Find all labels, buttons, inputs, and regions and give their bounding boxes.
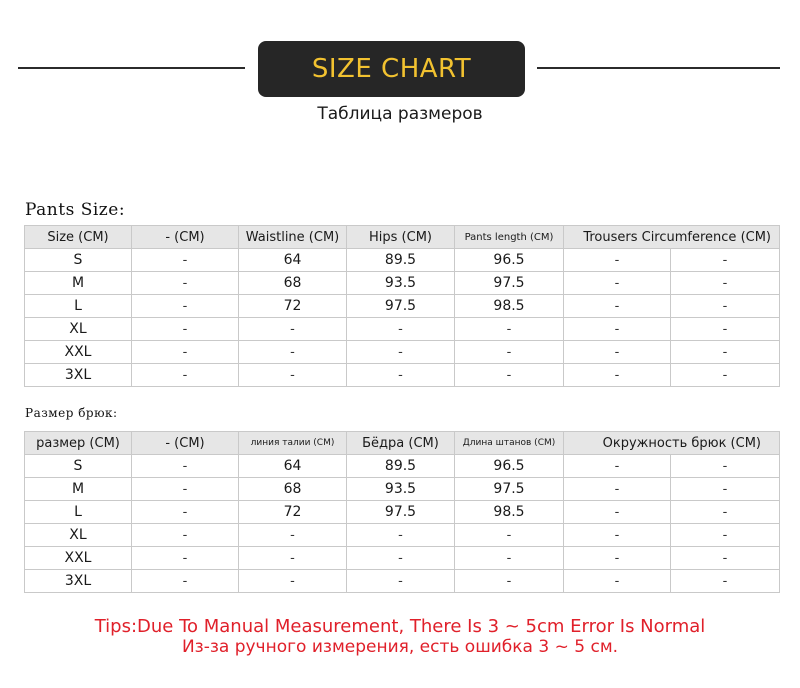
table-row (25, 570, 780, 593)
measurement-cell: - (239, 570, 347, 593)
measurement-cell: - (132, 570, 239, 593)
column-header-waistline: линия талии (CM) (239, 432, 347, 455)
measurement-cell: - (564, 295, 671, 318)
measurement-cell: 98.5 (455, 295, 564, 318)
measurement-cell: - (671, 501, 780, 524)
size-label-cell: XL (25, 318, 132, 341)
measurement-cell: - (671, 455, 780, 478)
column-header-pants-length: Длина штанов (CM) (455, 432, 564, 455)
measurement-tip-en: Tips:Due To Manual Measurement, There Is 3 ~ 5cm Error Is Normal (94, 616, 706, 637)
size-label-cell: 3XL (25, 570, 132, 593)
measurement-cell: - (671, 249, 780, 272)
measurement-cell: - (347, 570, 455, 593)
column-header-hips: Hips (CM) (347, 226, 455, 249)
measurement-cell: - (455, 364, 564, 387)
measurement-cell: - (132, 524, 239, 547)
measurement-cell: - (564, 364, 671, 387)
measurement-cell: - (132, 341, 239, 364)
measurement-cell: 93.5 (347, 272, 455, 295)
size-label-cell: XL (25, 524, 132, 547)
measurement-cell: - (132, 547, 239, 570)
measurement-cell: - (564, 272, 671, 295)
table-row (25, 524, 780, 547)
measurement-cell: 68 (239, 478, 347, 501)
measurement-cell: - (239, 364, 347, 387)
column-header-circumference: Trousers Circumference (CM) (564, 226, 780, 249)
table-header-row (25, 432, 780, 455)
column-header-blank: - (CM) (132, 226, 239, 249)
measurement-cell: - (564, 478, 671, 501)
column-header-pants-length: Pants length (CM) (455, 226, 564, 249)
table-row (25, 501, 780, 524)
measurement-cell: - (671, 364, 780, 387)
table-row (25, 318, 780, 341)
measurement-cell: - (671, 524, 780, 547)
measurement-cell: - (132, 455, 239, 478)
measurement-cell: 64 (239, 249, 347, 272)
table-row (25, 272, 780, 295)
column-header-hips: Бёдра (CM) (347, 432, 455, 455)
size-chart-title: SIZE CHART (311, 54, 472, 84)
measurement-cell: 68 (239, 272, 347, 295)
measurement-cell: - (564, 318, 671, 341)
table-row (25, 249, 780, 272)
measurement-cell: - (347, 364, 455, 387)
size-chart-badge (258, 41, 525, 97)
measurement-cell: 97.5 (455, 272, 564, 295)
measurement-cell: 89.5 (347, 249, 455, 272)
size-label-cell: XXL (25, 341, 132, 364)
measurement-cell: 64 (239, 455, 347, 478)
measurement-cell: 93.5 (347, 478, 455, 501)
measurement-cell: - (564, 524, 671, 547)
measurement-cell: - (132, 501, 239, 524)
measurement-cell: - (239, 524, 347, 547)
measurement-cell: - (671, 318, 780, 341)
measurement-cell: - (671, 478, 780, 501)
column-header-waistline: Waistline (CM) (239, 226, 347, 249)
table-row (25, 547, 780, 570)
column-header-blank: - (CM) (132, 432, 239, 455)
measurement-cell: 97.5 (347, 501, 455, 524)
measurement-cell: 89.5 (347, 455, 455, 478)
size-label-cell: L (25, 295, 132, 318)
measurement-cell: - (347, 547, 455, 570)
size-label-cell: S (25, 249, 132, 272)
measurement-cell: 96.5 (455, 249, 564, 272)
measurement-cell: - (132, 478, 239, 501)
pants-size-table (24, 225, 780, 387)
measurement-cell: - (455, 524, 564, 547)
measurement-cell: 97.5 (455, 478, 564, 501)
table-header-row (25, 226, 780, 249)
measurement-cell: - (132, 249, 239, 272)
measurement-tip-ru: Из-за ручного измерения, есть ошибка 3 ~ 5 см. (181, 637, 619, 657)
measurement-cell: - (239, 318, 347, 341)
column-header-size: Size (CM) (25, 226, 132, 249)
measurement-cell: - (671, 272, 780, 295)
size-label-cell: S (25, 455, 132, 478)
column-header-size: размер (CM) (25, 432, 132, 455)
measurement-cell: - (671, 341, 780, 364)
size-label-cell: M (25, 272, 132, 295)
measurement-cell: 72 (239, 501, 347, 524)
measurement-cell: - (239, 341, 347, 364)
measurement-cell: 96.5 (455, 455, 564, 478)
measurement-cell: - (564, 570, 671, 593)
measurement-cell: - (347, 318, 455, 341)
measurement-cell: - (455, 318, 564, 341)
size-label-cell: L (25, 501, 132, 524)
measurement-cell: - (564, 547, 671, 570)
measurement-cell: - (455, 341, 564, 364)
ru-pants-size-table (24, 431, 780, 593)
measurement-cell: - (564, 455, 671, 478)
measurement-cell: - (132, 295, 239, 318)
measurement-cell: - (132, 318, 239, 341)
header-divider-left (18, 67, 245, 69)
measurement-cell: - (132, 272, 239, 295)
measurement-cell: - (132, 364, 239, 387)
measurement-cell: - (671, 570, 780, 593)
measurement-cell: - (564, 249, 671, 272)
measurement-cell: - (564, 341, 671, 364)
size-label-cell: 3XL (25, 364, 132, 387)
size-label-cell: XXL (25, 547, 132, 570)
header-divider-right (537, 67, 780, 69)
column-header-circumference: Окружность брюк (CM) (564, 432, 780, 455)
measurement-cell: - (671, 547, 780, 570)
measurement-cell: 72 (239, 295, 347, 318)
table-row (25, 478, 780, 501)
measurement-cell: - (671, 295, 780, 318)
table-row (25, 364, 780, 387)
measurement-cell: - (455, 547, 564, 570)
table-row (25, 295, 780, 318)
measurement-cell: - (455, 570, 564, 593)
size-chart-subtitle: Таблица размеров (317, 104, 483, 124)
measurement-cell: - (239, 547, 347, 570)
pants-size-title: Pants Size: (25, 200, 126, 220)
measurement-cell: - (564, 501, 671, 524)
measurement-cell: 98.5 (455, 501, 564, 524)
table-row (25, 455, 780, 478)
table-row (25, 341, 780, 364)
ru-pants-size-title: Размер брюк: (25, 406, 118, 420)
measurement-cell: - (347, 341, 455, 364)
measurement-cell: 97.5 (347, 295, 455, 318)
size-label-cell: M (25, 478, 132, 501)
measurement-cell: - (347, 524, 455, 547)
